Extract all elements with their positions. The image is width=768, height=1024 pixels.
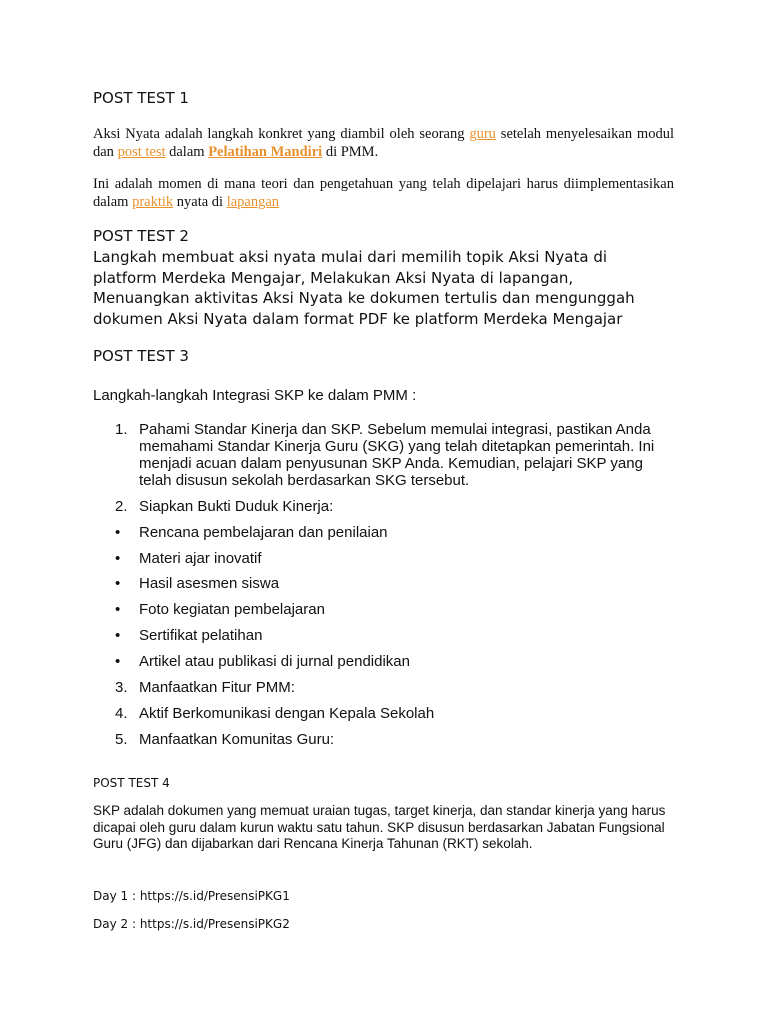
text-segment: setelah menyelesaikan modul dan <box>93 126 674 160</box>
post-test-3-heading: POST TEST 3 <box>93 347 189 365</box>
list-item-text: Sertifikat pelatihan <box>139 627 263 644</box>
post-test-1-heading: POST TEST 1 <box>93 89 189 107</box>
list-item-text: Manfaatkan Komunitas Guru: <box>139 731 335 748</box>
list-item-text: Siapkan Bukti Duduk Kinerja: <box>139 498 334 515</box>
link-praktik[interactable]: praktik <box>132 194 174 210</box>
list-marker: 1. <box>115 421 128 438</box>
list-item-text: Manfaatkan Fitur PMM: <box>139 679 295 696</box>
bullet-marker: • <box>115 575 121 592</box>
list-item-text: Aktif Berkomunikasi dengan Kepala Sekolah <box>139 705 435 722</box>
text-segment: dalam <box>165 144 209 160</box>
day-1-link[interactable]: Day 1 : https://s.id/PresensiPKG1 <box>93 889 290 903</box>
list-marker: 4. <box>115 705 128 722</box>
day-2-link[interactable]: Day 2 : https://s.id/PresensiPKG2 <box>93 917 290 931</box>
list-marker: 3. <box>115 679 128 696</box>
link-pelatihan-mandiri[interactable]: Pelatihan Mandiri <box>208 144 323 160</box>
link-post-test[interactable]: post test <box>117 144 166 160</box>
paragraph-line: Menuangkan aktivitas Aksi Nyata ke dokumen tertulis dan mengunggah <box>93 289 635 307</box>
bullet-marker: • <box>115 524 121 541</box>
bullet-marker: • <box>115 653 121 670</box>
list-marker: 5. <box>115 731 128 748</box>
post-test-3-intro: Langkah-langkah Integrasi SKP ke dalam PMM : <box>93 387 417 404</box>
bullet-marker: • <box>115 627 121 644</box>
paragraph-line: platform Merdeka Mengajar, Melakukan Aksi Nyata di lapangan, <box>93 268 574 287</box>
list-item-text: Artikel atau publikasi di jurnal pendidikan <box>139 653 410 670</box>
post-test-1-paragraph-1 <box>93 125 674 161</box>
bullet-marker: • <box>115 601 121 618</box>
bullet-marker: • <box>115 550 121 567</box>
link-guru[interactable]: guru <box>469 126 496 142</box>
list-item-text: Rencana pembelajaran dan penilaian <box>139 524 388 541</box>
paragraph-line: Langkah membuat aksi nyata mulai dari memilih topik Aksi Nyata di <box>93 248 608 266</box>
post-test-4-paragraph: SKP adalah dokumen yang memuat uraian tugas, target kinerja, dan standar kinerja yang harus dicapai oleh guru dalam kurun waktu satu tahun. SKP disusun berdasarkan Jabatan Fungsional Guru (JFG) dan dijabarkan dari Rencana Kinerja Tahunan (RKT) sekolah. <box>93 803 666 851</box>
text-segment: Ini adalah momen di mana teori dan pengetahuan yang telah dipelajari harus diimplementasikan dalam <box>93 176 674 210</box>
post-test-2-heading: POST TEST 2 <box>93 227 189 245</box>
list-marker: 2. <box>115 498 128 515</box>
list-item-text: Materi ajar inovatif <box>139 550 262 567</box>
post-test-4-heading: POST TEST 4 <box>93 776 170 790</box>
list-item-text: Foto kegiatan pembelajaran <box>139 601 325 618</box>
text-segment: Aksi Nyata adalah langkah konkret yang diambil oleh seorang <box>93 126 470 142</box>
list-item-text: Pahami Standar Kinerja dan SKP. Sebelum memulai integrasi, pastikan Anda memahami Standar Kinerja Guru (SKG) yang telah ditetapkan pemerintah. Ini menjadi acuan dalam penyusunan SKP Anda. Kemudian, pelajari SKP yang telah disusun sekolah berdasarkan SKG tersebut. <box>139 421 655 489</box>
list-item-text: Hasil asesmen siswa <box>139 575 280 592</box>
paragraph-line: dokumen Aksi Nyata dalam format PDF ke platform Merdeka Mengajar <box>93 309 623 328</box>
link-lapangan[interactable]: lapangan <box>226 194 280 210</box>
post-test-1-paragraph-2 <box>93 175 674 211</box>
text-segment: di PMM. <box>322 144 379 160</box>
post-test-2-paragraph <box>93 247 674 329</box>
text-segment: nyata di <box>173 194 227 210</box>
